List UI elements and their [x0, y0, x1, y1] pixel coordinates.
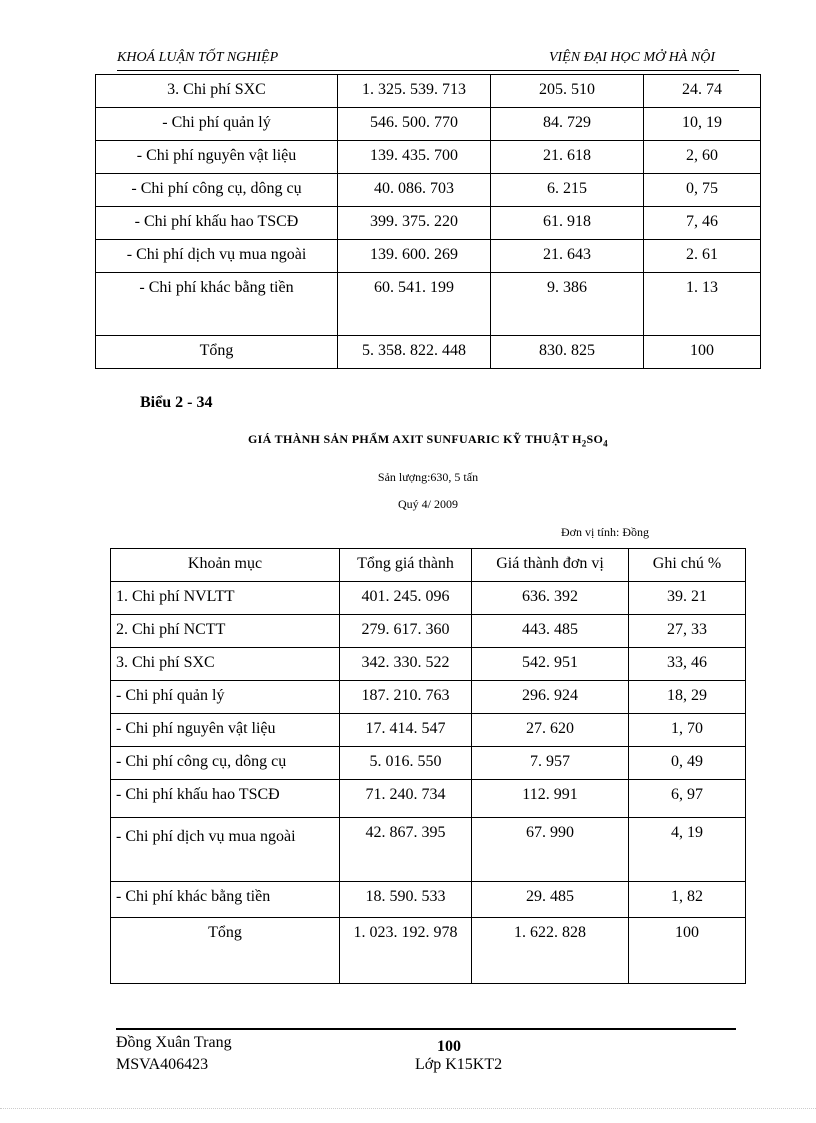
- cell: 61. 918: [491, 207, 644, 240]
- footer-class: Lớp K15KT2: [415, 1056, 503, 1073]
- product-cost-table: [110, 548, 746, 984]
- table-row: [96, 174, 761, 207]
- cell: 636. 392: [472, 582, 629, 615]
- cell: - Chi phí công cụ, dông cụ: [96, 174, 338, 207]
- footer-divider: [116, 1028, 736, 1030]
- cell: 1. 023. 192. 978: [340, 918, 472, 984]
- cell: 2. 61: [644, 240, 761, 273]
- cell: 0, 49: [629, 747, 746, 780]
- cell: 112. 991: [472, 780, 629, 818]
- cell: - Chi phí công cụ, dông cụ: [111, 747, 340, 780]
- cell: 100: [644, 336, 761, 369]
- cell: - Chi phí nguyên vật liệu: [111, 714, 340, 747]
- table-row: [111, 918, 746, 984]
- cell: 0, 75: [644, 174, 761, 207]
- title-sub: 4: [603, 438, 608, 449]
- cell: 71. 240. 734: [340, 780, 472, 818]
- cell: 100: [629, 918, 746, 984]
- cell: 4, 19: [629, 818, 746, 882]
- cell: 1. 622. 828: [472, 918, 629, 984]
- cell: 33, 46: [629, 648, 746, 681]
- table-row: [111, 882, 746, 918]
- cell: 5. 358. 822. 448: [338, 336, 491, 369]
- title-text: SO: [586, 432, 604, 446]
- cell: 40. 086. 703: [338, 174, 491, 207]
- cell: 187. 210. 763: [340, 681, 472, 714]
- cell: 27, 33: [629, 615, 746, 648]
- cell: 60. 541. 199: [338, 273, 491, 336]
- cell: 2. Chi phí NCTT: [111, 615, 340, 648]
- cell: - Chi phí dịch vụ mua ngoài: [111, 818, 340, 882]
- cell: - Chi phí quản lý: [96, 108, 338, 141]
- cell: 5. 016. 550: [340, 747, 472, 780]
- cell: 279. 617. 360: [340, 615, 472, 648]
- cell: 139. 600. 269: [338, 240, 491, 273]
- table-row: [96, 108, 761, 141]
- cell: 10, 19: [644, 108, 761, 141]
- cell: 67. 990: [472, 818, 629, 882]
- cell: 18. 590. 533: [340, 882, 472, 918]
- cell: - Chi phí nguyên vật liệu: [96, 141, 338, 174]
- table-row: [111, 714, 746, 747]
- output-line: Sản lượng:630, 5 tấn: [377, 470, 479, 484]
- page-number: 100: [437, 1038, 461, 1055]
- column-header: Giá thành đơn vị: [472, 549, 629, 582]
- column-header: Tổng giá thành: [340, 549, 472, 582]
- cell: 1. Chi phí NVLTT: [111, 582, 340, 615]
- page-edge: [0, 1108, 816, 1109]
- table-row: [111, 818, 746, 882]
- table-row: [96, 141, 761, 174]
- quarter-line: Quý 4/ 2009: [398, 497, 458, 511]
- cell: 21. 643: [491, 240, 644, 273]
- table-title: [110, 432, 746, 448]
- table-row: [96, 207, 761, 240]
- table-row: [96, 75, 761, 108]
- cell: - Chi phí dịch vụ mua ngoài: [96, 240, 338, 273]
- cell: 9. 386: [491, 273, 644, 336]
- unit-line: Đơn vị tính: Đồng: [561, 525, 650, 539]
- cell: - Chi phí khấu hao TSCĐ: [111, 780, 340, 818]
- cell: 18, 29: [629, 681, 746, 714]
- title-sub: 2: [581, 438, 587, 449]
- table-row: [111, 582, 746, 615]
- cell: 296. 924: [472, 681, 629, 714]
- cell: 1, 70: [629, 714, 746, 747]
- cell: 399. 375. 220: [338, 207, 491, 240]
- figure-label: Biểu 2 - 34: [140, 394, 213, 411]
- cell: 205. 510: [491, 75, 644, 108]
- cell: 17. 414. 547: [340, 714, 472, 747]
- cell: 42. 867. 395: [340, 818, 472, 882]
- table-row: [111, 681, 746, 714]
- cost-table-continued: [95, 74, 761, 369]
- cell: 6, 97: [629, 780, 746, 818]
- cell: 7, 46: [644, 207, 761, 240]
- column-header: Ghi chú %: [629, 549, 746, 582]
- table-row: [111, 648, 746, 681]
- table-row: [96, 273, 761, 336]
- footer-student-id: MSVA406423: [116, 1056, 209, 1073]
- cell: 6. 215: [491, 174, 644, 207]
- cell: 139. 435. 700: [338, 141, 491, 174]
- column-header: Khoản mục: [111, 549, 340, 582]
- table-header-row: [111, 549, 746, 582]
- cell: 84. 729: [491, 108, 644, 141]
- page-header: [117, 50, 739, 71]
- cell: 342. 330. 522: [340, 648, 472, 681]
- cell: 401. 245. 096: [340, 582, 472, 615]
- cell: Tổng: [96, 336, 338, 369]
- cell: 3. Chi phí SXC: [96, 75, 338, 108]
- cell: 830. 825: [491, 336, 644, 369]
- cell: 27. 620: [472, 714, 629, 747]
- cell: 1. 13: [644, 273, 761, 336]
- cell: 39. 21: [629, 582, 746, 615]
- cell: 2, 60: [644, 141, 761, 174]
- cell: 21. 618: [491, 141, 644, 174]
- cell: 29. 485: [472, 882, 629, 918]
- table-row: [96, 240, 761, 273]
- table-row: [111, 615, 746, 648]
- cell: Tổng: [111, 918, 340, 984]
- cell: 1, 82: [629, 882, 746, 918]
- cell: 542. 951: [472, 648, 629, 681]
- header-right: VIỆN ĐẠI HỌC MỞ HÀ NỘI: [548, 50, 715, 65]
- cell: 443. 485: [472, 615, 629, 648]
- cell: 24. 74: [644, 75, 761, 108]
- header-left: KHOÁ LUẬN TỐT NGHIỆP: [117, 50, 279, 65]
- table-row: [111, 780, 746, 818]
- cell: - Chi phí khác bằng tiền: [96, 273, 338, 336]
- cell: - Chi phí khấu hao TSCĐ: [96, 207, 338, 240]
- title-text: GIÁ THÀNH SẢN PHẨM AXIT SUNFUARIC KỸ THUẬT H: [248, 432, 582, 446]
- cell: - Chi phí khác bằng tiền: [111, 882, 340, 918]
- cell: 1. 325. 539. 713: [338, 75, 491, 108]
- cell: - Chi phí quản lý: [111, 681, 340, 714]
- table-row: [111, 747, 746, 780]
- table-row: [96, 336, 761, 369]
- cell: 546. 500. 770: [338, 108, 491, 141]
- cell: 7. 957: [472, 747, 629, 780]
- cell: 3. Chi phí SXC: [111, 648, 340, 681]
- footer-author: Đồng Xuân Trang: [116, 1034, 232, 1051]
